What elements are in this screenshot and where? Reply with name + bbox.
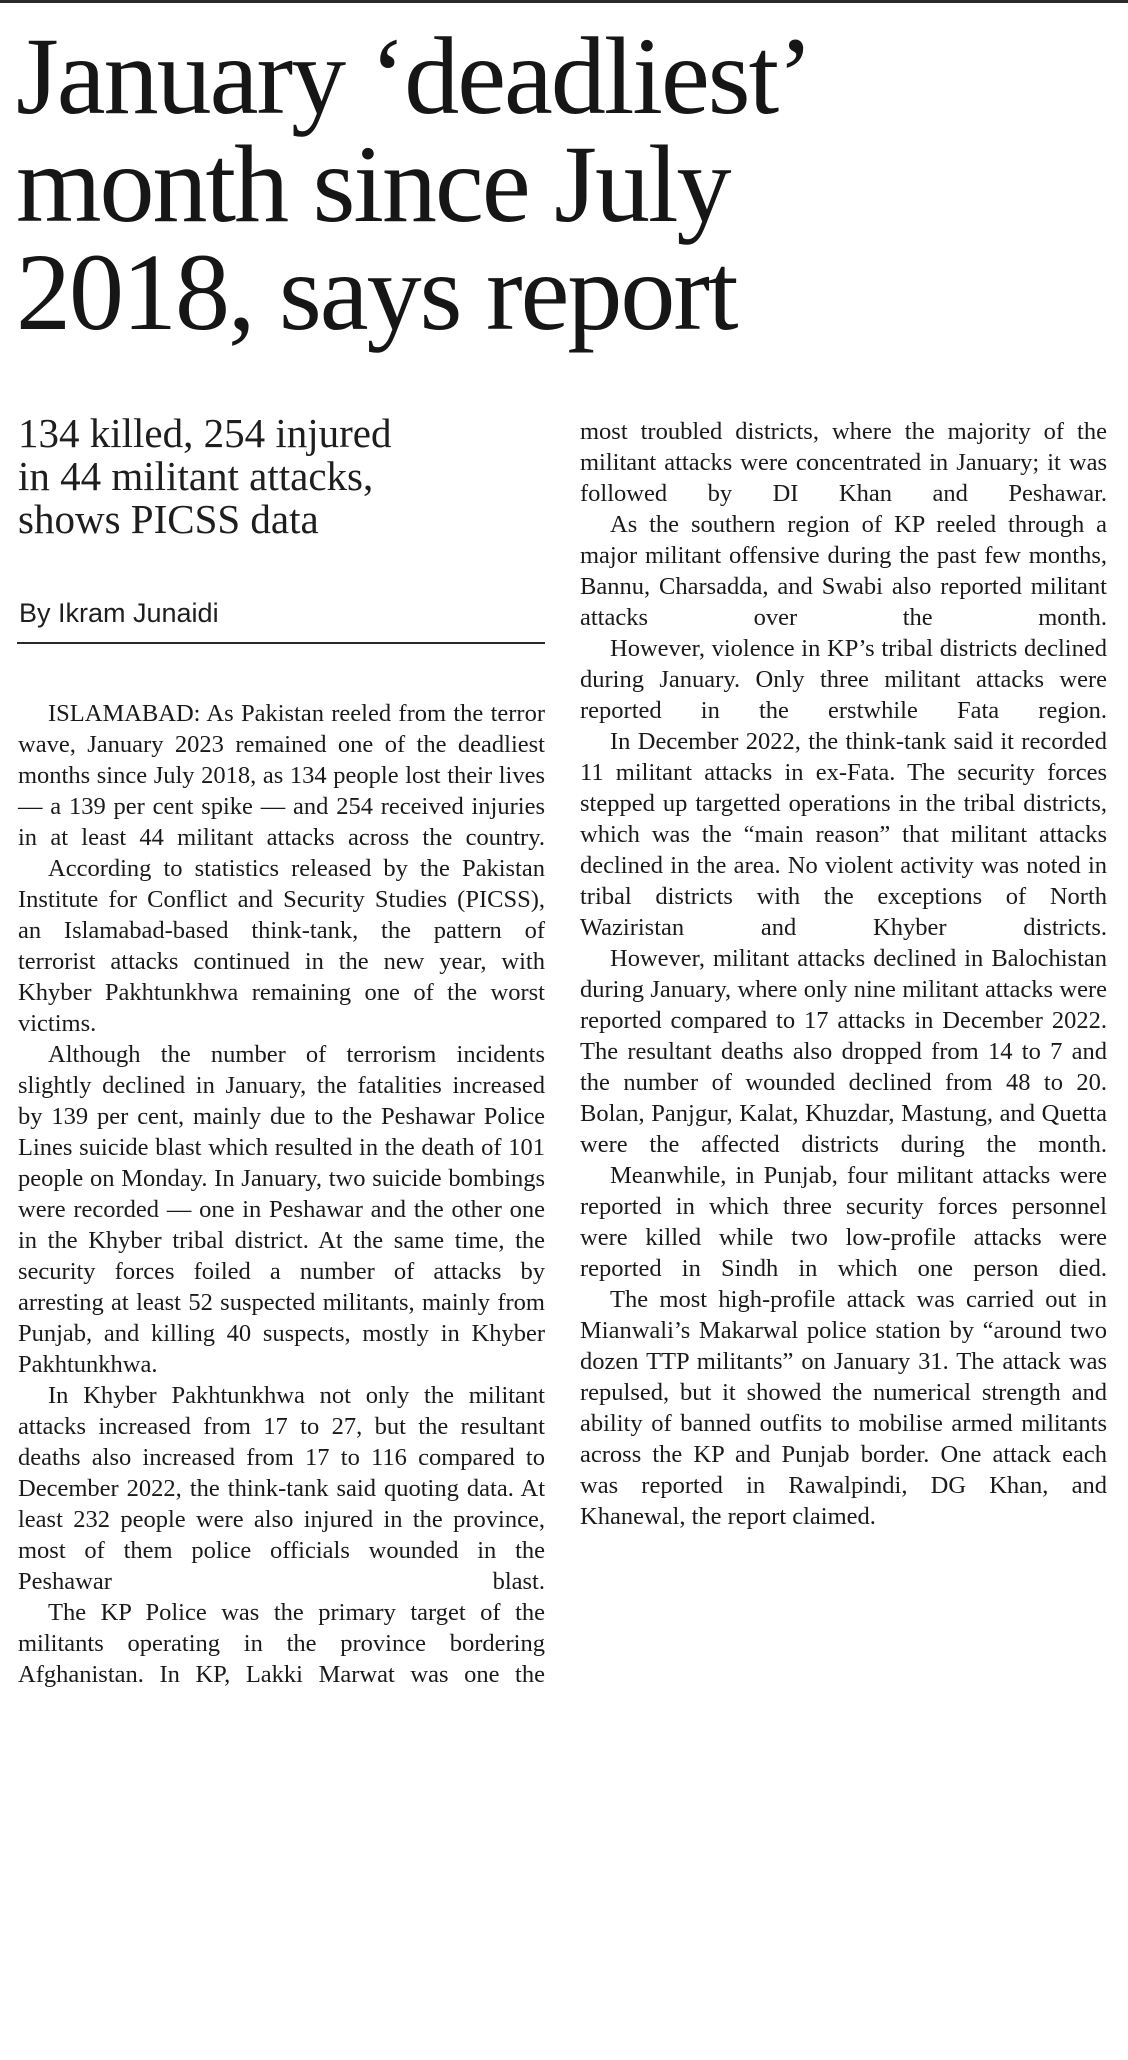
paragraph: In Khyber Pakhtunkhwa not only the militant attacks increased from 17 to 27, but the resultant deaths also increased from 17 to 116 compared to December 2022, the think-tank said quoting data. At least 232 people were also injured in the province, most of them police officials wounded in the Peshawar blast. (18, 1382, 545, 1595)
subheadline (18, 412, 548, 541)
paragraph: Although the number of terrorism incidents slightly declined in January, the fatalities increased by 139 per cent, mainly due to the Peshawar Police Lines suicide blast which resulted in the death of 101 people on Monday. In January, two suicide bombings were recorded — one in Peshawar and the other one in the Khyber tribal district. At the same time, the security forces foiled a number of attacks by arresting at least 52 suspected militants, mainly from Punjab, and killing 40 suspects, mostly in Khyber Pakhtunkhwa. (18, 1041, 545, 1378)
subheadline-line: in 44 militant attacks, (18, 453, 374, 499)
paragraph: ISLAMABAD: As Pakistan reeled from the terror wave, January 2023 remained one of the deadliest months since July 2018, as 134 people lost their lives — a 139 per cent spike — and 254 received injuries in at least 44 militant attacks across the country. (18, 700, 545, 851)
paragraph: As the southern region of KP reeled through a major militant offensive during the past few months, Bannu, Charsadda, and Swabi also reported militant attacks over the month. (580, 511, 1107, 631)
paragraph: most troubled districts, where the majority of the militant attacks were concentrated in January; it was followed by DI Khan and Peshawar. (580, 418, 1107, 507)
byline: By Ikram Junaidi (19, 598, 219, 628)
paragraph: Meanwhile, in Punjab, four militant attacks were reported in which three security forces personnel were killed while two low-profile attacks were reported in Sindh in which one person died. (580, 1162, 1107, 1282)
paragraph: In December 2022, the think-tank said it recorded 11 militant attacks in ex-Fata. The security forces stepped up targetted operations in the tribal districts, which was the “main reason” that militant attacks declined in the area. No violent activity was noted in tribal districts with the exceptions of North Waziristan and Khyber districts. (580, 728, 1107, 941)
paragraph: However, violence in KP’s tribal districts declined during January. Only three militant attacks were reported in the erstwhile Fata region. (580, 635, 1107, 724)
headline-line: 2018, says report (16, 231, 737, 353)
paragraph: However, militant attacks declined in Balochistan during January, where only nine militant attacks were reported compared to 17 attacks in December 2022. The resultant deaths also dropped from 14 to 7 and the number of wounded declined from 48 to 20. Bolan, Panjgur, Kalat, Khuzdar, Mastung, and Quetta were the affected districts during the month. (580, 945, 1107, 1158)
subheadline-line: 134 killed, 254 injured (18, 410, 392, 456)
paragraph: According to statistics released by the Pakistan Institute for Conflict and Security Studies (PICSS), an Islamabad-based think-tank, the pattern of terrorist attacks continued in the new year, with Khyber Pakhtunkhwa remaining one of the worst victims. (18, 855, 545, 1037)
byline-rule (17, 642, 545, 644)
headline (16, 15, 1116, 353)
article-column-1 (18, 698, 545, 1690)
article-column-2 (580, 416, 1107, 1532)
paragraph: The KP Police was the primary target of the militants operating in the province bordering Afghanistan. In KP, Lakki Marwat was one the (18, 1599, 545, 1688)
headline-line: month since July (16, 123, 730, 245)
paragraph: The most high-profile attack was carried out in Mianwali’s Makarwal police station by “around two dozen TTP militants” on January 31. The attack was repulsed, but it showed the numerical strength and ability of banned outfits to mobilise armed militants across the KP and Punjab border. One attack each was reported in Rawalpindi, DG Khan, and Khanewal, the report claimed. (580, 1286, 1107, 1530)
top-rule (0, 0, 1128, 3)
headline-line: January ‘deadliest’ (16, 15, 812, 137)
subheadline-line: shows PICSS data (18, 496, 319, 542)
